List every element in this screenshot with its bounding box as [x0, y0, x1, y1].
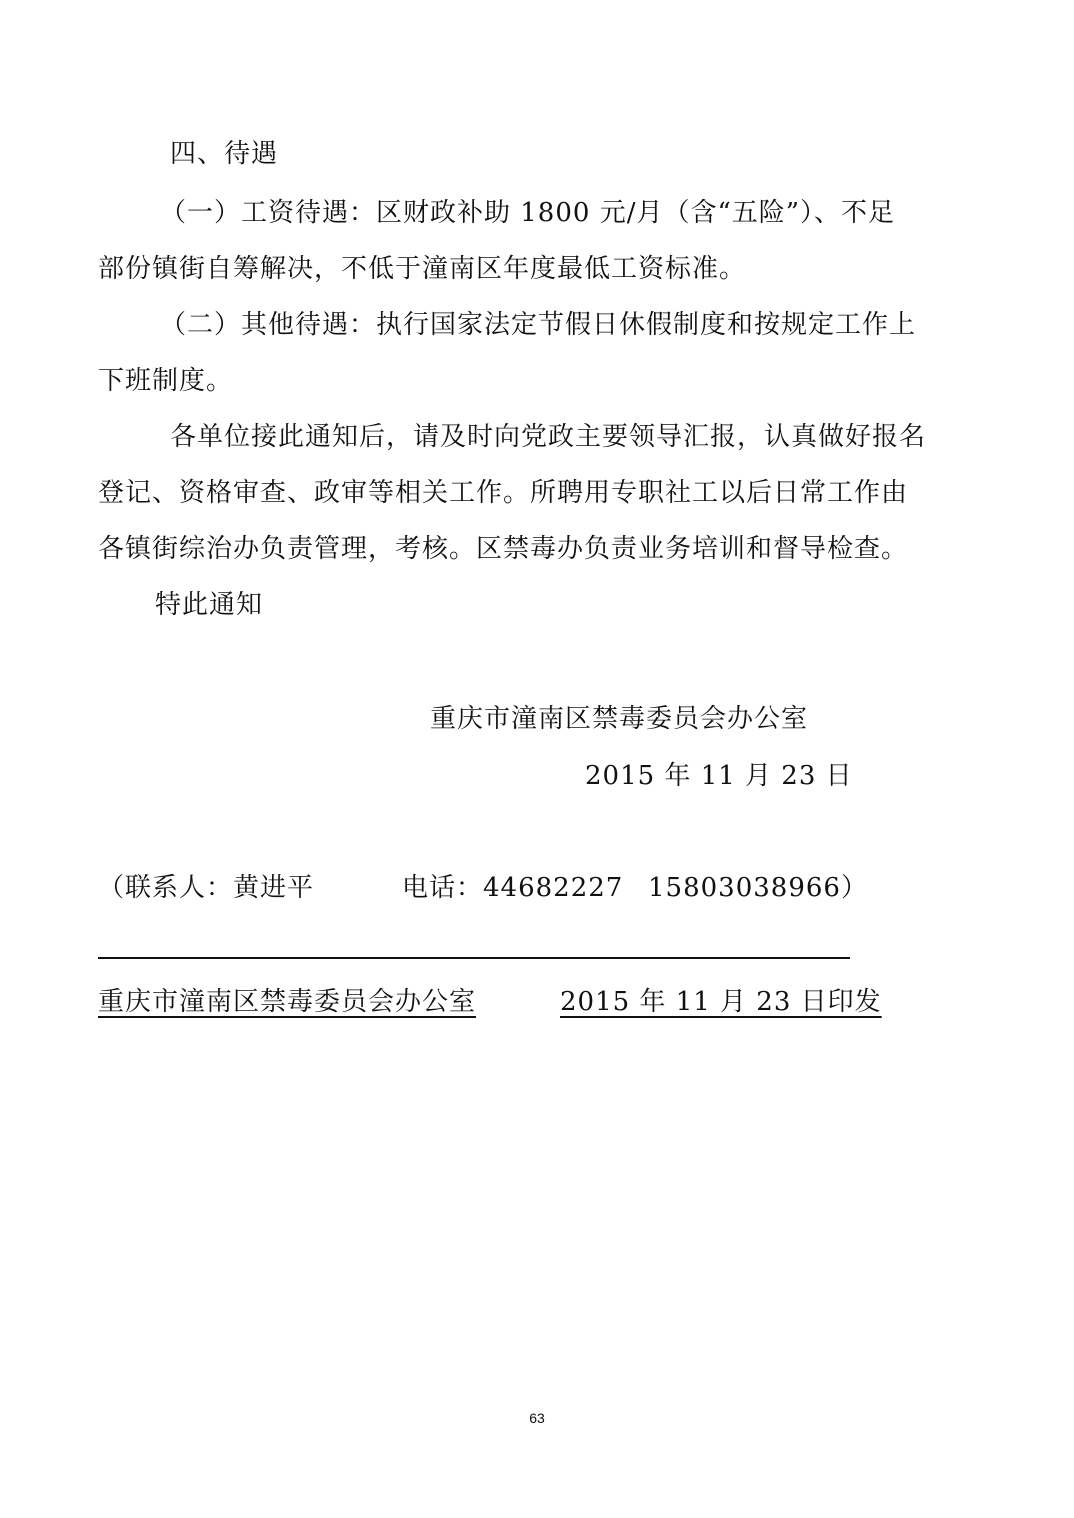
footer-divider [98, 957, 850, 959]
salary-item-line-1: （一）工资待遇：区财政补助 1800 元/月（含“五险”）、不足 [160, 198, 896, 228]
notice-paragraph-line-1: 各单位接此通知后，请及时向党政主要领导汇报，认真做好报名 [170, 422, 927, 452]
section-heading: 四、待遇 [170, 139, 279, 169]
notice-paragraph-line-2: 登记、资格审查、政审等相关工作。所聘用专职社工以后日常工作由 [98, 478, 909, 508]
signature-date: 2015 年 11 月 23 日 [585, 761, 853, 791]
signature-org: 重庆市潼南区禁毒委员会办公室 [430, 704, 809, 734]
other-benefits-line-2: 下班制度。 [98, 366, 234, 396]
notice-closing: 特此通知 [155, 590, 264, 620]
footer-issuer: 重庆市潼南区禁毒委员会办公室 [98, 987, 477, 1017]
page-number: 63 [529, 1410, 545, 1426]
footer-issue-date: 2015 年 11 月 23 日印发 [560, 987, 882, 1017]
contact-person: （联系人：黄进平 [98, 873, 315, 903]
contact-phone: 电话：44682227 [402, 873, 624, 903]
contact-mobile: 15803038966） [648, 873, 868, 903]
salary-item-line-2: 部份镇街自筹解决，不低于潼南区年度最低工资标准。 [98, 254, 747, 284]
notice-paragraph-line-3: 各镇街综治办负责管理，考核。区禁毒办负责业务培训和督导检查。 [98, 534, 909, 564]
other-benefits-line-1: （二）其他待遇：执行国家法定节假日休假制度和按规定工作上 [160, 310, 917, 340]
